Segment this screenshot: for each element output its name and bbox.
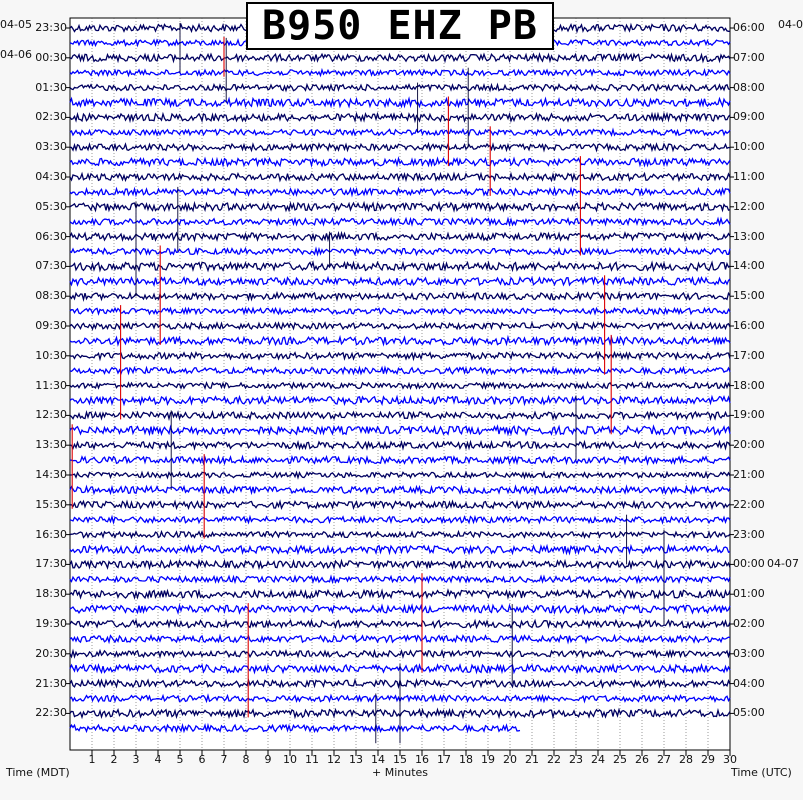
left-time-label: 19:30 (35, 617, 67, 630)
right-time-label: 05:00 (733, 706, 765, 720)
right-time-label: 14:00 (733, 259, 765, 273)
left-date-label: 04-06 (0, 48, 32, 61)
left-date-label: 04-05 (0, 18, 32, 31)
left-time-label: 14:30 (35, 468, 67, 481)
left-time-label: 20:30 (35, 646, 67, 660)
right-time-label: 16:00 (733, 319, 765, 332)
x-tick-label: 1 (88, 753, 96, 766)
x-tick-label: 26 (635, 753, 649, 766)
right-time-label: 07:00 (733, 50, 765, 64)
left-time-label: 10:30 (35, 348, 67, 362)
x-tick-label: 6 (198, 753, 206, 766)
left-time-label: 17:30 (35, 557, 67, 571)
left-time-label: 05:30 (35, 199, 67, 213)
right-time-label: 18:00 (733, 378, 765, 392)
left-time-label: 08:30 (35, 289, 67, 303)
left-time-label: 23:30 (35, 21, 67, 34)
right-time-label: 03:00 (733, 646, 765, 660)
x-tick-label: 9 (264, 753, 272, 766)
left-time-label: 22:30 (35, 706, 67, 720)
x-tick-label: 3 (132, 753, 140, 766)
right-date-label: 04-07 (767, 557, 799, 571)
left-time-label: 15:30 (35, 497, 67, 511)
x-tick-label: 15 (393, 753, 407, 766)
x-tick-label: 28 (679, 753, 693, 766)
chart-title: B950 EHZ PB (246, 2, 554, 50)
left-time-label: 09:30 (35, 319, 67, 332)
left-time-label: 01:30 (35, 80, 67, 94)
right-time-label: 01:00 (733, 587, 765, 601)
x-tick-label: 29 (701, 753, 715, 766)
right-time-label: 09:00 (733, 110, 765, 124)
right-time-label: 02:00 (733, 617, 765, 630)
left-time-label: 11:30 (35, 378, 67, 392)
x-tick-label: 4 (154, 753, 162, 766)
right-date-label: 04-0 (778, 18, 803, 31)
right-time-label: 12:00 (733, 199, 765, 213)
x-tick-label: 20 (503, 753, 517, 766)
left-time-label: 18:30 (35, 587, 67, 601)
left-time-label: 12:30 (35, 408, 67, 422)
right-time-label: 06:00 (733, 21, 765, 34)
x-tick-label: 19 (481, 753, 495, 766)
x-tick-label: 16 (415, 753, 429, 766)
x-tick-label: 13 (349, 753, 363, 766)
right-time-label: 04:00 (733, 676, 765, 690)
right-time-label: 11:00 (733, 170, 765, 183)
right-time-label: 15:00 (733, 289, 765, 303)
left-time-label: 04:30 (35, 170, 67, 183)
x-tick-label: 14 (371, 753, 385, 766)
right-time-label: 17:00 (733, 348, 765, 362)
left-time-label: 21:30 (35, 676, 67, 690)
left-time-label: 03:30 (35, 140, 67, 154)
right-axis-label: Time (UTC) (731, 766, 792, 779)
left-time-label: 06:30 (35, 229, 67, 243)
right-time-label: 08:00 (733, 80, 765, 94)
x-tick-label: 27 (657, 753, 671, 766)
x-tick-label: 22 (547, 753, 561, 766)
right-time-label: 10:00 (733, 140, 765, 154)
left-time-label: 00:30 (35, 50, 67, 64)
right-time-label: 23:00 (733, 527, 765, 541)
x-tick-label: 7 (220, 753, 228, 766)
right-time-label: 22:00 (733, 497, 765, 511)
x-tick-label: 2 (110, 753, 118, 766)
right-time-label: 19:00 (733, 408, 765, 422)
left-time-label: 16:30 (35, 527, 67, 541)
left-time-label: 02:30 (35, 110, 67, 124)
x-tick-label: 10 (283, 753, 297, 766)
x-tick-label: 11 (305, 753, 319, 766)
left-axis-label: Time (MDT) (6, 766, 70, 779)
x-tick-label: 24 (591, 753, 605, 766)
left-time-label: 13:30 (35, 438, 67, 452)
x-tick-label: 12 (327, 753, 341, 766)
x-tick-label: 23 (569, 753, 583, 766)
x-tick-label: 5 (176, 753, 184, 766)
right-time-label: 13:00 (733, 229, 765, 243)
x-axis-label: + Minutes (371, 766, 429, 779)
x-tick-label: 8 (242, 753, 250, 766)
x-tick-label: 17 (437, 753, 451, 766)
left-time-label: 07:30 (35, 259, 67, 273)
right-time-label: 21:00 (733, 468, 765, 481)
x-tick-label: 30 (723, 753, 737, 766)
x-tick-label: 21 (525, 753, 539, 766)
x-tick-label: 18 (459, 753, 473, 766)
right-time-label: 20:00 (733, 438, 765, 452)
x-tick-label: 25 (613, 753, 627, 766)
right-time-label: 00:00 (733, 557, 765, 571)
